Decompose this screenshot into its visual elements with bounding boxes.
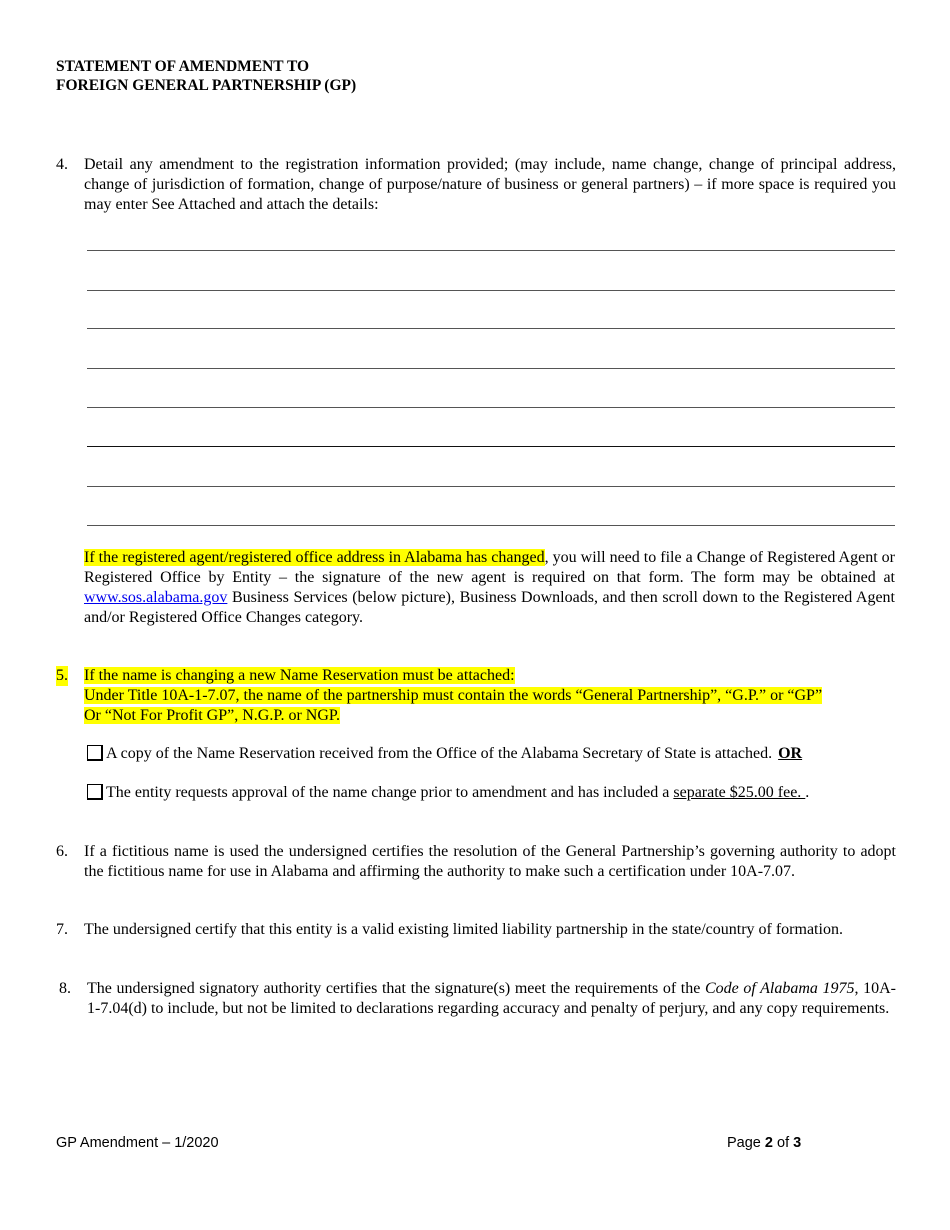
item-number: 6. — [56, 843, 68, 860]
name-reservation-option — [87, 744, 897, 764]
page-of: of — [777, 1135, 790, 1151]
item-4-text: Detail any amendment to the registration information provided; (may include, name change, change of principal address, change of jurisdiction of formation, change of purpose/nature of business or general partners) – if more space is required you may enter See Attached and attach the details: — [84, 156, 896, 213]
name-approval-checkbox[interactable] — [87, 784, 103, 800]
amendment-detail-line[interactable] — [87, 407, 895, 408]
page-total: 3 — [793, 1135, 802, 1151]
page-word: Page — [727, 1135, 761, 1151]
document-title — [56, 57, 356, 95]
item-8-text — [87, 979, 896, 1019]
item-7 — [56, 920, 896, 940]
agent-notice-highlight: If the registered agent/registered office address in Alabama has changed — [84, 549, 545, 566]
fee-amount: separate $25.00 fee. — [673, 784, 806, 801]
name-approval-option — [87, 783, 897, 803]
name-reservation-checkbox[interactable] — [87, 745, 103, 761]
form-id: GP Amendment – 1/2020 — [56, 1135, 219, 1151]
amendment-detail-line[interactable] — [87, 328, 895, 329]
item-number: 7. — [56, 921, 68, 938]
code-title: Code of Alabama 1975 — [704, 980, 855, 997]
item-7-text: The undersigned certify that this entity is a valid existing limited liability partnership in the state/country of formation. — [84, 921, 843, 938]
item-5-text — [84, 666, 896, 726]
page-current: 2 — [764, 1135, 773, 1151]
agent-notice-text-after: Business Services (below picture), Business Downloads, and then scroll down to the Registered Agent and/or Registered Office Changes category. — [84, 589, 895, 626]
item-6 — [56, 842, 896, 882]
item-8-text-after: , 10A-1-7.04(d) to include, but not be limited to declarations regarding accuracy and penalty of perjury, and any copy requirements. — [87, 980, 897, 1017]
name-approval-label: The entity requests approval of the name change prior to amendment and has included a — [106, 784, 674, 801]
title-line-2: FOREIGN GENERAL PARTNERSHIP (GP) — [56, 77, 357, 94]
item-4 — [56, 155, 896, 215]
or-label: OR — [778, 745, 803, 762]
item-number: 4. — [56, 156, 68, 173]
item-5-line-3: Or “Not For Profit GP”, N.G.P. or NGP. — [84, 707, 341, 724]
name-approval-label-end: . — [805, 784, 810, 801]
item-5 — [56, 666, 896, 726]
name-reservation-label: A copy of the Name Reservation received from the Office of the Alabama Secretary of State is attached. — [106, 745, 773, 762]
page-number — [727, 1133, 801, 1153]
item-8 — [59, 979, 896, 1019]
item-number: 5. — [56, 667, 68, 684]
item-8-text-before: The undersigned signatory authority certifies that the signature(s) meet the requirements of the — [87, 980, 705, 997]
registered-agent-notice — [84, 548, 895, 628]
amendment-detail-line[interactable] — [87, 525, 895, 526]
amendment-detail-line[interactable] — [87, 368, 895, 369]
amendment-detail-line[interactable] — [87, 446, 895, 447]
amendment-detail-line[interactable] — [87, 486, 895, 487]
item-5-line-1: If the name is changing a new Name Reservation must be attached: — [84, 667, 515, 684]
sos-website-link[interactable]: www.sos.alabama.gov — [84, 589, 228, 606]
title-line-1: STATEMENT OF AMENDMENT TO — [56, 58, 310, 75]
item-6-text: If a fictitious name is used the undersigned certifies the resolution of the General Partnership’s governing authority to adopt the fictitious name for use in Alabama and affirming the authority to make such a certification under 10A-7.07. — [84, 843, 896, 880]
agent-notice-text: , you will need to file a Change of Registered Agent or Registered Office by Entity – the signature of the new agent is required on that form. The form may be obtained at — [84, 549, 895, 586]
item-5-line-2: Under Title 10A-1-7.07, the name of the partnership must contain the words “General Partnership”, “G.P.” or “GP” — [84, 687, 823, 704]
amendment-detail-line[interactable] — [87, 290, 895, 291]
amendment-detail-line[interactable] — [87, 250, 895, 251]
item-number: 8. — [59, 980, 71, 997]
